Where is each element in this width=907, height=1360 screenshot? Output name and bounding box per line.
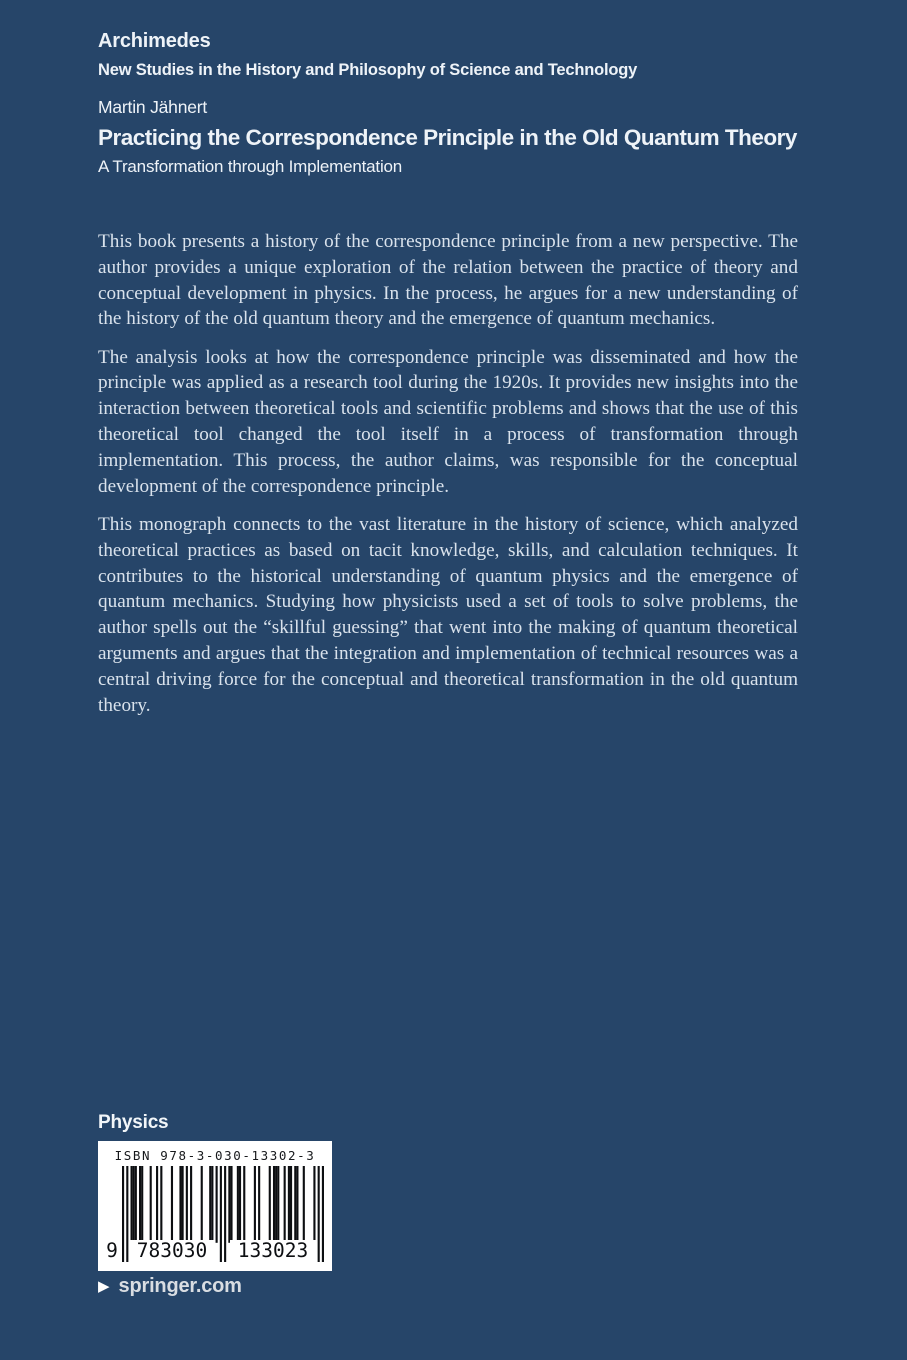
author-name: Martin Jähnert xyxy=(98,96,208,117)
publisher-brand-row xyxy=(98,1275,242,1298)
back-cover-blurb xyxy=(98,229,798,731)
springer-url: springer.com xyxy=(118,1275,242,1297)
triangle-arrow-icon: ▶ xyxy=(98,1278,110,1295)
isbn-label: ISBN 978-3-030-13302-3 xyxy=(114,1148,316,1163)
book-title: Practicing the Correspondence Principle in the Old Quantum Theory xyxy=(98,125,797,151)
ean-digit-first: 9 xyxy=(106,1239,118,1262)
book-subtitle: A Transformation through Implementation xyxy=(98,156,403,176)
cover-header xyxy=(98,0,812,177)
category-label: Physics xyxy=(98,1112,169,1133)
isbn-barcode-box xyxy=(98,1141,332,1271)
barcode-area xyxy=(98,1166,332,1262)
ean-digits-right: 133023 xyxy=(230,1240,316,1262)
ean-digits-row xyxy=(106,1239,324,1262)
blurb-paragraph: The analysis looks at how the correspondence principle was disseminated and how the principle was applied as a research tool during the 1920s. It provides new insights into the interaction between theoretical tools and scientific problems and shows that the use of this theoretical tool changed the tool itself in a process of transformation through implementation. This process, the author claims, was responsible for the conceptual development of the correspondence principle. xyxy=(98,346,798,497)
blurb-paragraph: This book presents a history of the correspondence principle from a new perspective. The author provides a unique exploration of the relation between the practice of theory and conceptual development in physics. In the process, he argues for a new understanding of the history of the old quantum theory and the emergence of quantum mechanics. xyxy=(98,231,798,330)
ean-digits-left: 783030 xyxy=(130,1240,214,1262)
blurb-paragraph: This monograph connects to the vast literature in the history of science, which analyzed theoretical practices as based on tacit knowledge, skills, and calculation techniques. It contributes to the historical understanding of quantum physics and the emergence of quantum mechanics. Studying how physicists used a set of tools to solve problems, the author spells out the “skillful guessing” that went into the making of quantum theoretical arguments and argues that the integration and implementation of technical resources was a central driving force for the conceptual and theoretical transformation in the old quantum theory. xyxy=(98,513,798,716)
series-subtitle: New Studies in the History and Philosophy of Science and Technology xyxy=(98,61,638,79)
series-name: Archimedes xyxy=(98,30,211,52)
